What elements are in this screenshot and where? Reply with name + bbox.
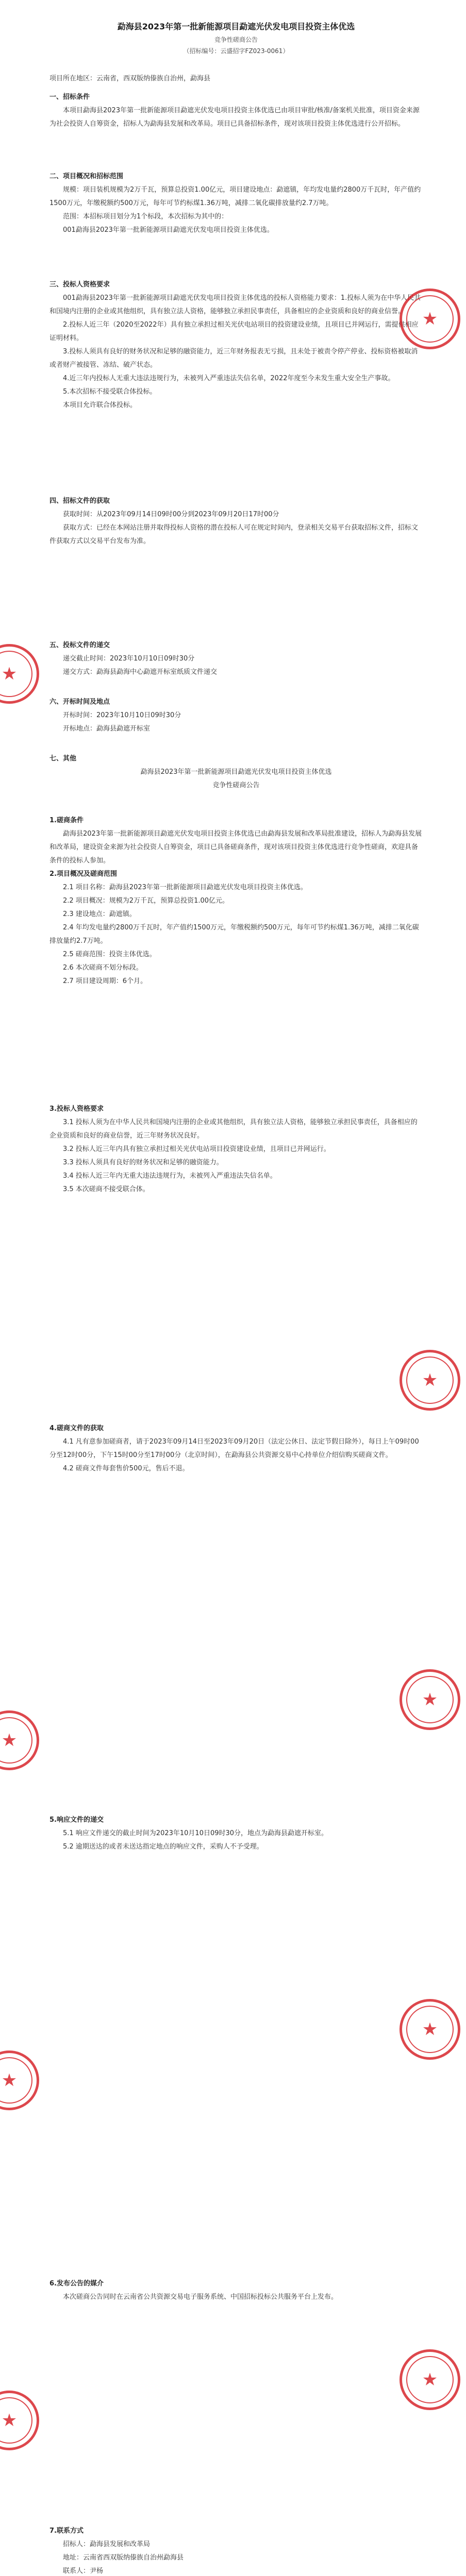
announcement-subtitle: 勐海县2023年第一批新能源项目勐遮光伏发电项目投资主体优选 xyxy=(140,768,332,776)
body-heading: 2.项目概况及磋商范围 xyxy=(49,870,117,878)
official-seal: ★ xyxy=(400,1669,460,1730)
section-text: 001勐海县2023年第一批新能源项目勐遮光伏发电项目投资主体优选的投标人资格能力要求：1.投标人须为在中华人民共和国境内注册的企业或其他组织，具有独立法人资格，能够独立承担民事责任，具备相应的企业资质和良好的商业信誉。 xyxy=(49,294,421,315)
section-7 xyxy=(49,752,423,792)
body-text: 2.4 年均发电量约2800万千瓦时，年产值约1500万元，年缴税额约500万元，每年可节约标煤1.36万吨，减排二氧化碳排放量约2.7万吨。 xyxy=(49,924,419,945)
section-heading: 二、项目概况和招标范围 xyxy=(49,173,124,180)
section-text: 4.近三年内投标人无重大违法违规行为，未被列入严重违法失信名单，2022年度至今未发生重大安全生产事故。 xyxy=(63,375,395,382)
contact-line: 地址：云南省西双版纳傣族自治州勐海县 xyxy=(63,2554,184,2562)
official-seal: ★ xyxy=(0,2050,39,2110)
official-seal: ★ xyxy=(400,1350,460,1411)
official-seal: ★ xyxy=(400,2349,460,2410)
document-subtitle: 竞争性磋商公告 xyxy=(214,36,258,43)
section-1 xyxy=(49,91,423,131)
section-5 xyxy=(49,639,423,679)
body-text: 2.7 项目建设周期：6个月。 xyxy=(63,977,147,985)
body-text: 本次磋商公告同时在云南省公共资源交易电子服务系统、中国招标投标公共服务平台上发布。 xyxy=(63,2293,338,2301)
official-seal: ★ xyxy=(0,2391,39,2450)
section-text: 开标时间：2023年10月10日09时30分 xyxy=(63,711,181,719)
negotiation-notice-body xyxy=(49,814,423,988)
official-seal: ★ xyxy=(0,644,39,704)
section-heading: 三、投标人资格要求 xyxy=(49,281,110,289)
section-text: 3.投标人须具有良好的财务状况和足够的融资能力，近三年财务报表无亏损，且未处于被责令停产停业、投标资格被取消或者财产被接管、冻结、破产状态。 xyxy=(49,348,418,369)
body-heading: 1.磋商条件 xyxy=(49,817,84,824)
body-text: 3.1 投标人须为在中华人民共和国境内注册的企业或其他组织，具有独立法人资格，能够独立承担民事责任，具备相应的企业资质和良好的商业信誉，近三年财务状况良好。 xyxy=(49,1118,418,1140)
section-text: 本项目允许联合体投标。 xyxy=(63,401,137,409)
official-seal: ★ xyxy=(400,1999,460,2060)
body-text: 5.1 响应文件递交的截止时间为2023年10月10日09时30分，地点为勐海县勐遮开标室。 xyxy=(63,1829,328,1837)
body-text: 勐海县2023年第一批新能源项目勐遮光伏发电项目投资主体优选已由勐海县发展和改革局批准建设，招标人为勐海县发展和改革局，建设资金来源为社会投资人自筹资金，项目已具备磋商条件，现对该项目投资主体优选进行竞争性磋商，欢迎具备条件的投标人参加。 xyxy=(49,830,422,865)
section-4 xyxy=(49,495,423,548)
section-text: 递交方式：勐海县勐海中心勐遮开标室纸质文件递交 xyxy=(63,668,218,676)
body-text: 3.5 本次磋商不接受联合体。 xyxy=(63,1185,149,1193)
body-text: 4.2 磋商文件每套售价500元，售后不退。 xyxy=(63,1465,189,1472)
section-heading: 五、投标文件的递交 xyxy=(49,641,110,649)
response-submission xyxy=(49,1814,423,1854)
body-text: 2.3 建设地点：勐遮镇。 xyxy=(63,910,136,918)
section-heading: 六、开标时间及地点 xyxy=(49,698,110,706)
body-text: 2.2 项目概况：规模为2万千瓦，预算总投资1.00亿元。 xyxy=(63,897,229,905)
announcement-subtitle: 竞争性磋商公告 xyxy=(212,782,260,789)
section-text: 本项目勐海县2023年第一批新能源项目勐遮光伏发电项目投资主体优选已由项目审批/核准/备案机关批准，项目资金来源为社会投资人自筹资金，招标人为勐海县发展和改革局。项目已具备招标条件，现对该项目投资主体优选进行公开招标。 xyxy=(49,107,420,128)
section-2 xyxy=(49,170,423,237)
section-text: 2.投标人近三年（2020至2022年）具有独立承担过相关光伏电站项目的投资建设业绩，且项目已并网运行，需提供相应证明材料。 xyxy=(49,321,419,342)
section-text: 范围：本招标项目划分为1个标段，本次招标为其中的： xyxy=(63,213,228,221)
negotiation-qualification xyxy=(49,1103,423,1196)
document-header xyxy=(49,20,423,57)
section-text: 001勐海县2023年第一批新能源项目勐遮光伏发电项目投资主体优选。 xyxy=(63,226,274,234)
body-text: 4.1 凡有意参加磋商者，请于2023年09月14日至2023年09月20日（法定公休日、法定节假日除外），每日上午09时00分至12时00分，下午15时00分至17时00分（北京时间），在勐海县公共资源交易中心持单位介绍信购买磋商文件。 xyxy=(49,1438,419,1459)
body-heading: 7.联系方式 xyxy=(49,2527,84,2535)
tender-number: （招标编号：云盛招字FZ023-0061） xyxy=(183,47,289,55)
section-heading: 四、招标文件的获取 xyxy=(49,497,110,505)
body-heading: 5.响应文件的递交 xyxy=(49,1816,104,1824)
body-text: 3.4 投标人近三年内无重大违法违规行为，未被列入严重违法失信名单。 xyxy=(63,1172,277,1180)
body-text: 2.6 本次磋商不划分标段。 xyxy=(63,964,143,972)
section-text: 规模：项目装机规模为2万千瓦，预算总投资1.00亿元，项目建设地点：勐遮镇，年均发电量约2800万千瓦时，年产值约1500万元，年缴税额约500万元，每年可节约标煤1.36万吨，减排二氧化碳排放量约2.7万吨。 xyxy=(49,186,421,207)
contact-line: 联系人：尹杨 xyxy=(63,2567,104,2575)
negotiation-documents xyxy=(49,1422,423,1476)
section-text: 5.本次招标不接受联合体投标。 xyxy=(63,388,157,396)
body-text: 3.2 投标人近三年内具有独立承担过相关光伏电站项目投资建设业绩，且项目已并网运行。 xyxy=(63,1145,330,1153)
body-text: 2.5 磋商范围：投资主体优选。 xyxy=(63,951,156,958)
body-heading: 3.投标人资格要求 xyxy=(49,1105,104,1113)
contact-info xyxy=(49,2524,423,2576)
section-text: 开标地点：勐海县勐遮开标室 xyxy=(63,725,151,733)
intro-block xyxy=(49,72,423,86)
project-location: 项目所在地区：云南省，西双版纳傣族自治州，勐海县 xyxy=(49,75,211,82)
section-heading: 七、其他 xyxy=(49,755,77,762)
section-text: 获取时间：从2023年09月14日09时00分到2023年09月20日17时00分 xyxy=(63,511,279,518)
body-heading: 4.磋商文件的获取 xyxy=(49,1425,104,1432)
body-text: 3.3 投标人须具有良好的财务状况和足够的融资能力。 xyxy=(63,1159,223,1166)
contact-line: 招标人：勐海县发展和改革局 xyxy=(63,2540,151,2548)
publication-media xyxy=(49,2277,423,2304)
body-heading: 6.发布公告的媒介 xyxy=(49,2280,104,2287)
official-seal: ★ xyxy=(400,289,460,349)
section-text: 获取方式：已经在本网站注册并取得投标人资格的潜在投标人可在规定时间内，登录相关交易平台获取招标文件，招标文件获取方式以交易平台发布为准。 xyxy=(49,524,419,545)
body-text: 2.1 项目名称：勐海县2023年第一批新能源项目勐遮光伏发电项目投资主体优选。 xyxy=(63,884,307,891)
section-3 xyxy=(49,278,423,412)
document-title: 勐海县2023年第一批新能源项目勐遮光伏发电项目投资主体优选 xyxy=(117,22,355,31)
section-6 xyxy=(49,696,423,736)
section-text: 递交截止时间：2023年10月10日09时30分 xyxy=(63,655,195,663)
body-text: 5.2 逾期送达的或者未送达指定地点的响应文件，采购人不予受理。 xyxy=(63,1843,263,1851)
official-seal: ★ xyxy=(0,1710,39,1770)
section-heading: 一、招标条件 xyxy=(49,93,90,101)
